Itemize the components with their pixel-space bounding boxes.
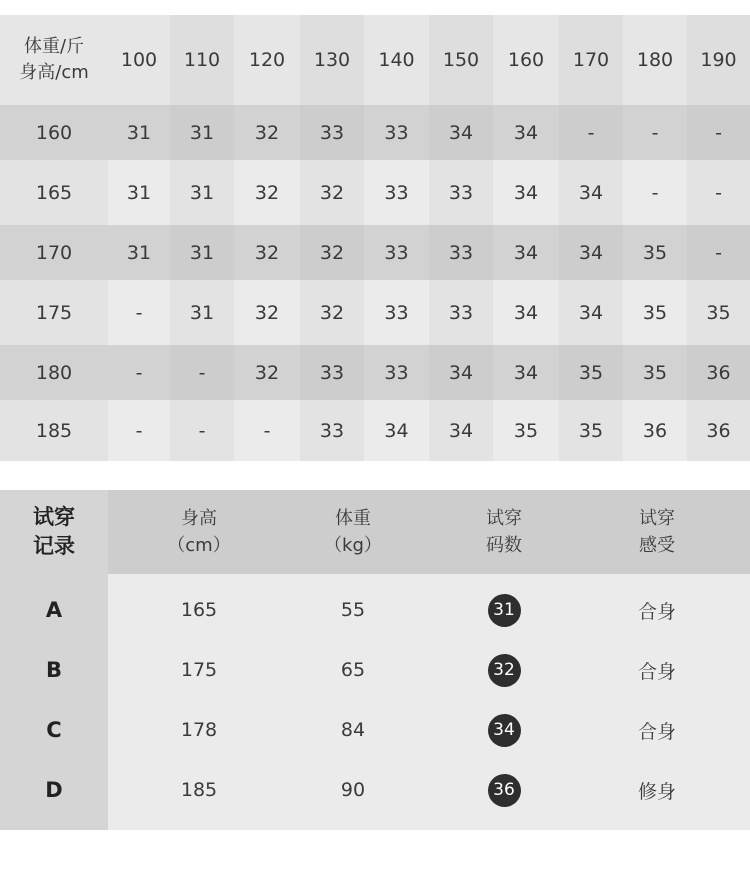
size-cell: 33 — [364, 160, 429, 225]
size-cell: 35 — [559, 345, 623, 400]
tried-size-cell — [416, 640, 592, 700]
fit-feeling: 合身 — [637, 720, 676, 743]
size-cell: 35 — [623, 225, 687, 280]
weight-header: 130 — [300, 15, 364, 105]
fit-feeling: 修身 — [637, 780, 676, 803]
tester-weight: 90 — [340, 779, 366, 801]
weight-header: 120 — [234, 15, 300, 105]
size-cell: 33 — [300, 400, 364, 461]
try-on-record-title — [0, 490, 108, 574]
size-cell: 31 — [170, 160, 234, 225]
header-label: 码数 — [486, 535, 522, 556]
try-on-title-line: 试穿 — [33, 504, 75, 529]
try-on-row — [0, 700, 750, 760]
tester-height: 185 — [180, 779, 218, 801]
weight-header: 150 — [429, 15, 493, 105]
size-cell: - — [170, 345, 234, 400]
try-on-row — [0, 760, 750, 820]
size-cell: - — [108, 345, 170, 400]
size-cell: 34 — [493, 280, 559, 345]
header-tried-size — [416, 490, 592, 574]
header-fit-feeling — [592, 490, 722, 574]
size-badge: 36 — [488, 774, 521, 807]
size-cell: 35 — [623, 345, 687, 400]
size-cell: - — [687, 160, 750, 225]
header-unit: （cm） — [167, 535, 231, 556]
header-label: 感受 — [639, 535, 675, 556]
weight-header: 100 — [108, 15, 170, 105]
size-cell: 31 — [170, 105, 234, 160]
weight-axis-label: 体重/斤 — [23, 35, 85, 57]
weight-header: 110 — [170, 15, 234, 105]
size-cell: 36 — [687, 400, 750, 461]
size-cell: - — [623, 160, 687, 225]
tester-name: B — [45, 658, 62, 682]
weight-header: 180 — [623, 15, 687, 105]
size-cell: 32 — [234, 345, 300, 400]
size-cell: 31 — [108, 105, 170, 160]
size-badge: 34 — [488, 714, 521, 747]
size-chart-row — [0, 400, 750, 461]
fit-feeling: 合身 — [637, 660, 676, 683]
size-cell: 32 — [300, 225, 364, 280]
size-cell: 32 — [300, 160, 364, 225]
size-cell: 32 — [234, 280, 300, 345]
tester-weight: 65 — [340, 659, 366, 681]
tester-height: 175 — [180, 659, 218, 681]
size-cell: 36 — [687, 345, 750, 400]
header-label: 体重 — [335, 508, 371, 529]
weight-header: 140 — [364, 15, 429, 105]
size-cell: 31 — [170, 225, 234, 280]
fit-feeling: 合身 — [637, 600, 676, 623]
size-cell: 32 — [234, 105, 300, 160]
try-on-row — [0, 640, 750, 700]
size-cell: - — [623, 105, 687, 160]
tried-size-cell — [416, 700, 592, 760]
size-cell: 34 — [493, 225, 559, 280]
size-cell: 34 — [559, 160, 623, 225]
size-cell: 34 — [493, 345, 559, 400]
tried-size-cell — [416, 760, 592, 820]
height-label: 170 — [0, 225, 108, 280]
header-label: 试穿 — [639, 508, 675, 529]
size-chart-header-row — [0, 15, 750, 105]
tester-name: D — [45, 778, 63, 802]
size-cell: - — [108, 280, 170, 345]
tried-size-cell — [416, 580, 592, 640]
size-cell: - — [687, 105, 750, 160]
size-cell: 33 — [364, 225, 429, 280]
height-label: 175 — [0, 280, 108, 345]
try-on-title-line: 记录 — [33, 534, 75, 558]
size-cell: 33 — [300, 345, 364, 400]
tester-name: A — [45, 598, 63, 622]
tester-weight: 84 — [340, 719, 366, 741]
tester-weight: 55 — [340, 599, 366, 621]
size-chart-row — [0, 280, 750, 345]
header-unit: （kg） — [324, 535, 382, 556]
size-cell: - — [170, 400, 234, 461]
tester-height: 178 — [180, 719, 218, 741]
size-cell: 34 — [559, 280, 623, 345]
height-axis-label: 身高/cm — [19, 62, 89, 83]
size-cell: 33 — [364, 345, 429, 400]
size-badge: 31 — [488, 594, 521, 627]
size-cell: 34 — [559, 225, 623, 280]
size-cell: - — [687, 225, 750, 280]
size-cell: - — [108, 400, 170, 461]
height-label: 180 — [0, 345, 108, 400]
size-cell: 35 — [687, 280, 750, 345]
header-label: 身高 — [181, 508, 217, 529]
size-cell: 34 — [493, 160, 559, 225]
height-label: 165 — [0, 160, 108, 225]
size-cell: 32 — [234, 225, 300, 280]
weight-header: 170 — [559, 15, 623, 105]
weight-header: 160 — [493, 15, 559, 105]
size-cell: 34 — [364, 400, 429, 461]
size-cell: 33 — [300, 105, 364, 160]
size-cell: 32 — [234, 160, 300, 225]
try-on-record-table — [0, 490, 750, 830]
size-cell: 31 — [108, 160, 170, 225]
weight-header: 190 — [687, 15, 750, 105]
size-chart-row — [0, 225, 750, 280]
size-cell: 34 — [429, 105, 493, 160]
size-cell: 31 — [108, 225, 170, 280]
header-height — [108, 490, 290, 574]
size-cell: 33 — [429, 225, 493, 280]
size-cell: 33 — [429, 280, 493, 345]
size-cell: 32 — [300, 280, 364, 345]
size-chart-table — [0, 15, 750, 461]
size-cell: 34 — [493, 105, 559, 160]
size-cell: 34 — [429, 400, 493, 461]
size-chart-row — [0, 160, 750, 225]
size-chart-corner — [0, 15, 108, 105]
size-chart-row — [0, 345, 750, 400]
try-on-row — [0, 580, 750, 640]
tester-height: 165 — [180, 599, 218, 621]
size-cell: 35 — [559, 400, 623, 461]
size-cell: 35 — [493, 400, 559, 461]
size-cell: 33 — [364, 105, 429, 160]
size-cell: 35 — [623, 280, 687, 345]
tester-name: C — [46, 718, 62, 742]
height-label: 185 — [0, 400, 108, 461]
size-badge: 32 — [488, 654, 521, 687]
size-cell: 33 — [364, 280, 429, 345]
size-cell: 31 — [170, 280, 234, 345]
size-cell: 36 — [623, 400, 687, 461]
size-cell: - — [234, 400, 300, 461]
header-label: 试穿 — [486, 508, 522, 529]
header-weight — [290, 490, 416, 574]
size-cell: 33 — [429, 160, 493, 225]
height-label: 160 — [0, 105, 108, 160]
size-chart-row — [0, 105, 750, 160]
size-cell: 34 — [429, 345, 493, 400]
size-cell: - — [559, 105, 623, 160]
